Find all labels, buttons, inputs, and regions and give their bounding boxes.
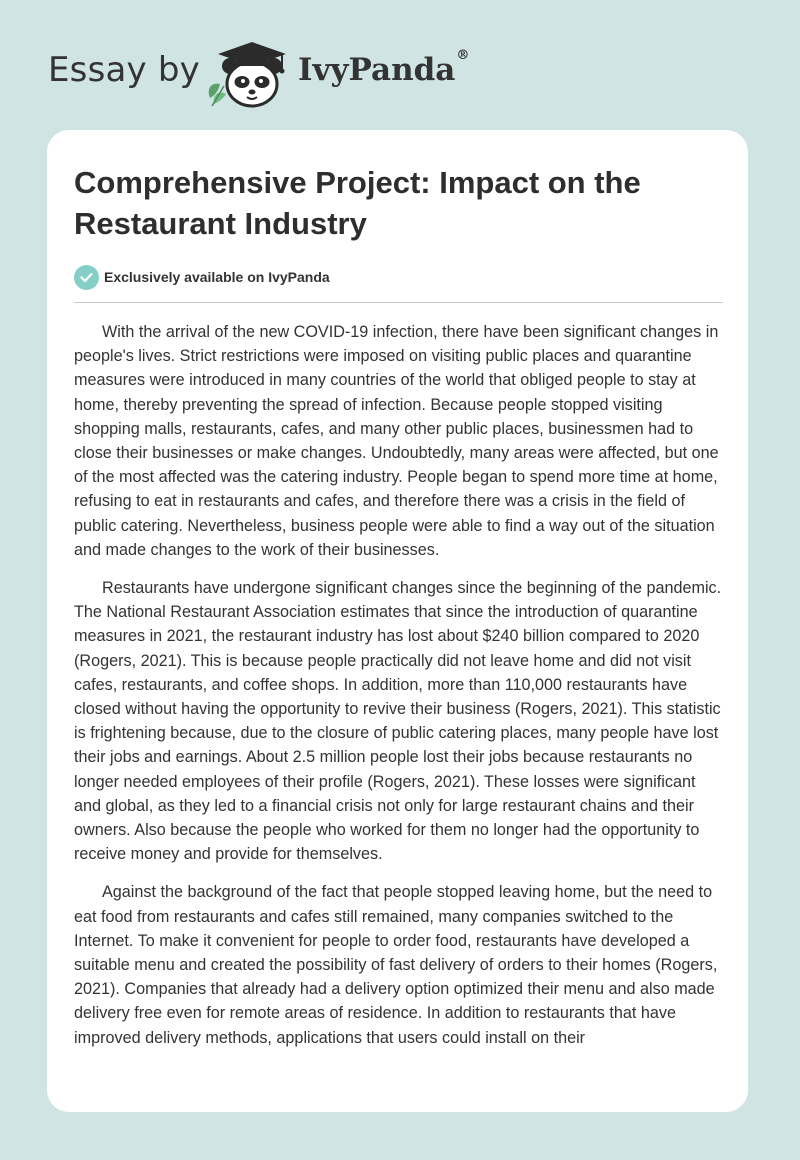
essay-title: Comprehensive Project: Impact on the Restaurant Industry xyxy=(74,165,641,241)
exclusive-badge xyxy=(74,264,330,290)
paragraph: With the arrival of the new COVID-19 infection, there have been significant changes in people's lives. Strict restrictions were imposed on visiting public places and quarantine measures were introduced in many countries of the world that obliged people to stay at home, thereby preventing the spread of infection. Because people stopped visiting shopping malls, restaurants, cafes, and many other public places, businessmen had to close their businesses or make changes. Undoubtedly, many areas were affected, but one of the most affected was the catering industry. People began to spend more time at home, refusing to eat in restaurants and cafes, and therefore there was a crisis in the field of public catering. Nevertheless, business people were able to find a way out of the situation and made changes to the work of their businesses. xyxy=(74,323,719,559)
exclusive-badge-label: Exclusively available on IvyPanda xyxy=(104,269,330,285)
registered-mark: ® xyxy=(456,48,470,63)
divider xyxy=(74,302,723,303)
site-header xyxy=(48,36,508,112)
paragraph: Against the background of the fact that people stopped leaving home, but the need to eat food from restaurants and cafes still remained, many companies switched to the Internet. To make it convenient for people to order food, restaurants have developed a suitable menu and created the possibility of fast delivery of orders to their homes (Rogers, 2021). Companies that already had a delivery option optimized their menu and also made delivery free even for remote areas of residence. In addition to restaurants that have improved delivery methods, applications that users could install on their xyxy=(74,883,718,1047)
panda-logo-icon[interactable] xyxy=(202,36,292,112)
essay-by-label: Essay by xyxy=(48,50,200,90)
check-icon xyxy=(74,265,99,290)
paragraph: Restaurants have undergone significant changes since the beginning of the pandemic. The National Restaurant Association estimates that since the introduction of quarantine measures in 2021, the restaurant industry has lost about $240 billion compared to 2020 (Rogers, 2021). This is because people practically did not leave home and did not visit cafes, restaurants, and coffee shops. In addition, more than 110,000 restaurants have closed without having the opportunity to revive their business (Rogers, 2021). This statistic is frightening because, due to the closure of public catering places, many people have lost their jobs and earnings. About 2.5 million people lost their jobs because restaurants no longer needed employees of their profile (Rogers, 2021). These losses were significant and global, as they led to a financial crisis not only for large restaurant chains and their owners. Also because the people who worked for them no longer had the opportunity to receive money and provide for themselves. xyxy=(74,579,722,864)
brand-name[interactable]: IvyPanda® xyxy=(298,48,470,88)
essay-card xyxy=(47,130,748,1112)
essay-body xyxy=(74,320,724,1064)
